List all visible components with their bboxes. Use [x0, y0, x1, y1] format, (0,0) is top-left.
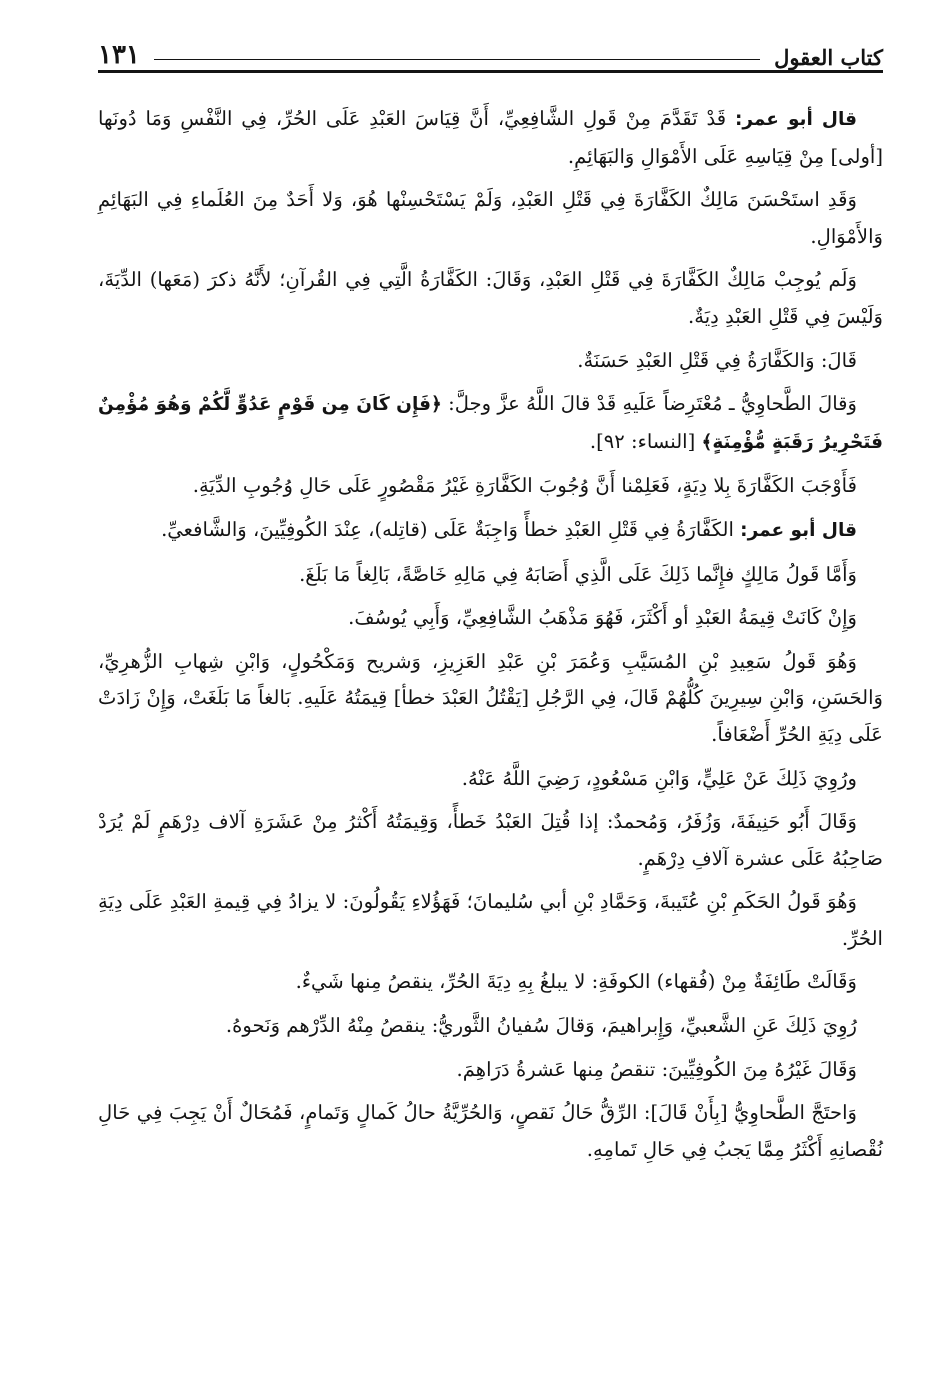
paragraph — [98, 386, 883, 461]
paragraph — [98, 761, 883, 798]
body-text — [98, 101, 883, 1168]
paragraph — [98, 964, 883, 1001]
running-head: كتاب العقول — [774, 45, 883, 70]
paragraph-text: وَقَدِ استَحْسَنَ مَالِكٌ الكَفَّارَةَ فِي قَتْلِ العَبْدِ، وَلَمْ يَسْتَحْسِنْها هُوَ، وَلا أَحَدٌ مِنَ العُلَماءِ فِي البَهَائِمِ وَالأَمْوَالِ. — [98, 188, 883, 248]
paragraph-text: وَإِنْ كَانَتْ قِيمَةُ العَبْدِ أو أَكْثَرَ، فَهُوَ مَذْهَبُ الشَّافِعِيِّ، وَأَبِي يُوسُفَ. — [348, 606, 857, 630]
paragraph-text: وَاحتَجَّ الطَّحاوِيُّ [بِأَنْ قَالَ]: الرِّقُّ حَالُ نَقصٍ، وَالحُرِّيَّةُ حالُ كَمالٍ وَتَمامٍ، فَمُحَالٌ أَنْ يَجِبَ فِي حَالِ نُقْصانِهِ أَكْثَرُ مِمَّا يَجبُ فِي حَالِ تَمامِهِ. — [98, 1101, 883, 1161]
paragraph-text: قَالَ: وَالكَفَّارَةُ فِي قَتْلِ العَبْدِ حَسَنَةٌ. — [577, 348, 857, 372]
paragraph-text: فَأَوْجَبَ الكَفَّارَةَ بِلا دِيَةٍ، فَعَلِمْنا أَنَّ وُجُوبَ الكَفَّارَةِ غَيْرُ مَقْصُورٍ عَلَى حَالِ وُجُوبِ الدِّيَةِ. — [192, 474, 857, 498]
paragraph-text: قَدْ تَقَدَّمَ مِنْ قَولِ الشَّافِعِيِّ، أَنَّ قِيَاسَ العَبْدِ عَلَى الحُرِّ، فِي النَّفْسِ وَمَا دُونَها [أولى] مِنْ قِيَاسِهِ عَلَى الأَمْوَالِ وَالبَهَائِمِ. — [98, 107, 883, 168]
paragraph-text: وَهُوَ قَولُ الحَكَمِ بْنِ عُتَيبةَ، وَحَمَّادِ بْنِ أبي سُليمانَ؛ فَهَؤُلاءِ يَقُولُونَ: لا يزادُ فِي قِيمةِ العَبْدِ عَلَى دِيَةِ الحُرِّ. — [98, 890, 883, 950]
verse-citation: [النساء: ٩٢]. — [589, 429, 702, 453]
paragraph-text: وَقَالَ غَيْرُهُ مِنَ الكُوفِيِّينَ: تنقصُ مِنها عَشرةُ دَرَاهِمَ. — [456, 1057, 857, 1081]
paragraph-text: وَلَم يُوجِبْ مَالِكٌ الكَفَّارَةَ فِي قَتْلِ العَبْدِ، وَقَالَ: الكَفَّارَةُ الَّتِي فِي القُرآنِ؛ لأَنَّهُ ذكرَ (مَعَها) الدِّيَةَ، وَلَيْسَ فِي قَتْلِ العَبْدِ دِيَةٌ. — [98, 268, 883, 328]
paragraph-text: وَأَمَّا قَولُ مَالِكٍ فإِنَّما ذَلِكَ عَلَى الَّذِي أَصَابَهُ فِي مَالِهِ خَاصَّةً، بَالِغاً مَا بَلَغَ. — [299, 562, 857, 586]
paragraph — [98, 1052, 883, 1089]
paragraph — [98, 804, 883, 877]
page-number: ١٣١ — [98, 40, 140, 70]
paragraph-text: الكَفَّارَةُ فِي قَتْلِ العَبْدِ خطأً وَاجِبَةٌ عَلَى (قاتِله)، عِنْدَ الكُوفِيِّينَ، وَالشَّافعيِّ. — [161, 517, 741, 541]
paragraph — [98, 468, 883, 505]
paragraph — [98, 1095, 883, 1168]
paragraph — [98, 512, 883, 550]
paragraph-text: وَهُوَ قَولُ سَعِيدِ بْنِ المُسَيَّبِ وَعُمَرَ بْنِ عَبْدِ العَزِيزِ، وَشريح وَمَكْحُولٍ، وَابْنِ شِهابِ الزُّهرِيِّ، وَالحَسَنِ، وَابْنِ سِيرِينَ كُلُّهُمْ قَالَ، فِي الرَّجُلِ [يَقْتُلُ العَبْدَ خطأ] قِيمَتُهُ عَلَيهِ. بَالغاً مَا بَلَغَتْ، وَإِنْ زَادَتْ عَلَى دِيَةِ الحُرِّ أَضْعَافاً. — [98, 649, 883, 746]
quran-verse: ﴿فَإِن كَانَ مِن قَوْمٍ عَدُوٍّ لَّكُمْ وَهُوَ مُؤْمِنٌ فَتَحْرِيرُ رَقَبَةٍ مُّؤْمِنَةٍ﴾ — [98, 394, 883, 453]
paragraph — [98, 343, 883, 380]
header-rule — [154, 59, 760, 60]
paragraph — [98, 101, 883, 175]
paragraph — [98, 262, 883, 335]
paragraph — [98, 557, 883, 594]
paragraph-text: وَقَالَتْ طَائِفَةٌ مِنْ (فُقهاء) الكوفَةِ: لا يبلغُ بِهِ دِيَةَ الحُرِّ، ينقصُ مِنها شَيءٌ. — [295, 970, 857, 994]
paragraph-text: وَقَالَ أَبُو حَنِيفَةَ، وَزُفَرُ، وَمُحمدٌ: إذا قُتِلَ العَبْدُ خَطأً، وَقِيمَتُهُ أَكْثرُ مِنْ عَشَرَةِ آلاف دِرْهَمٍ لَمْ يُرَدْ صَاحِبُهُ عَلَى عشرة آلافِ دِرْهَمٍ. — [98, 810, 883, 870]
paragraph — [98, 644, 883, 754]
speaker-label: قال أبو عمر: — [740, 519, 857, 541]
paragraph-text: وَقالَ الطَّحاوِيُّ ـ مُعْتَرِضاً عَلَيهِ قَدْ قالَ اللَّهُ عزَّ وجلَّ: — [441, 392, 858, 416]
paragraph — [98, 884, 883, 957]
paragraph — [98, 600, 883, 637]
paragraph-text: ورُوِيَ ذَلِكَ عَنْ عَلِيٍّ، وَابْنِ مَسْعُودٍ، رَضِيَ اللَّهُ عَنْهُ. — [461, 766, 857, 790]
paragraph — [98, 1008, 883, 1045]
paragraph — [98, 182, 883, 255]
page-header — [98, 26, 883, 73]
speaker-label: قال أبو عمر: — [734, 109, 858, 130]
paragraph-text: رُوِيَ ذَلِكَ عَنِ الشَّعبيِّ، وَإِبراهيمَ، وَقالَ سُفيانُ الثَّوريُّ: ينقصُ مِنْهُ الدِّرْهم وَنَحوهُ. — [225, 1014, 857, 1038]
